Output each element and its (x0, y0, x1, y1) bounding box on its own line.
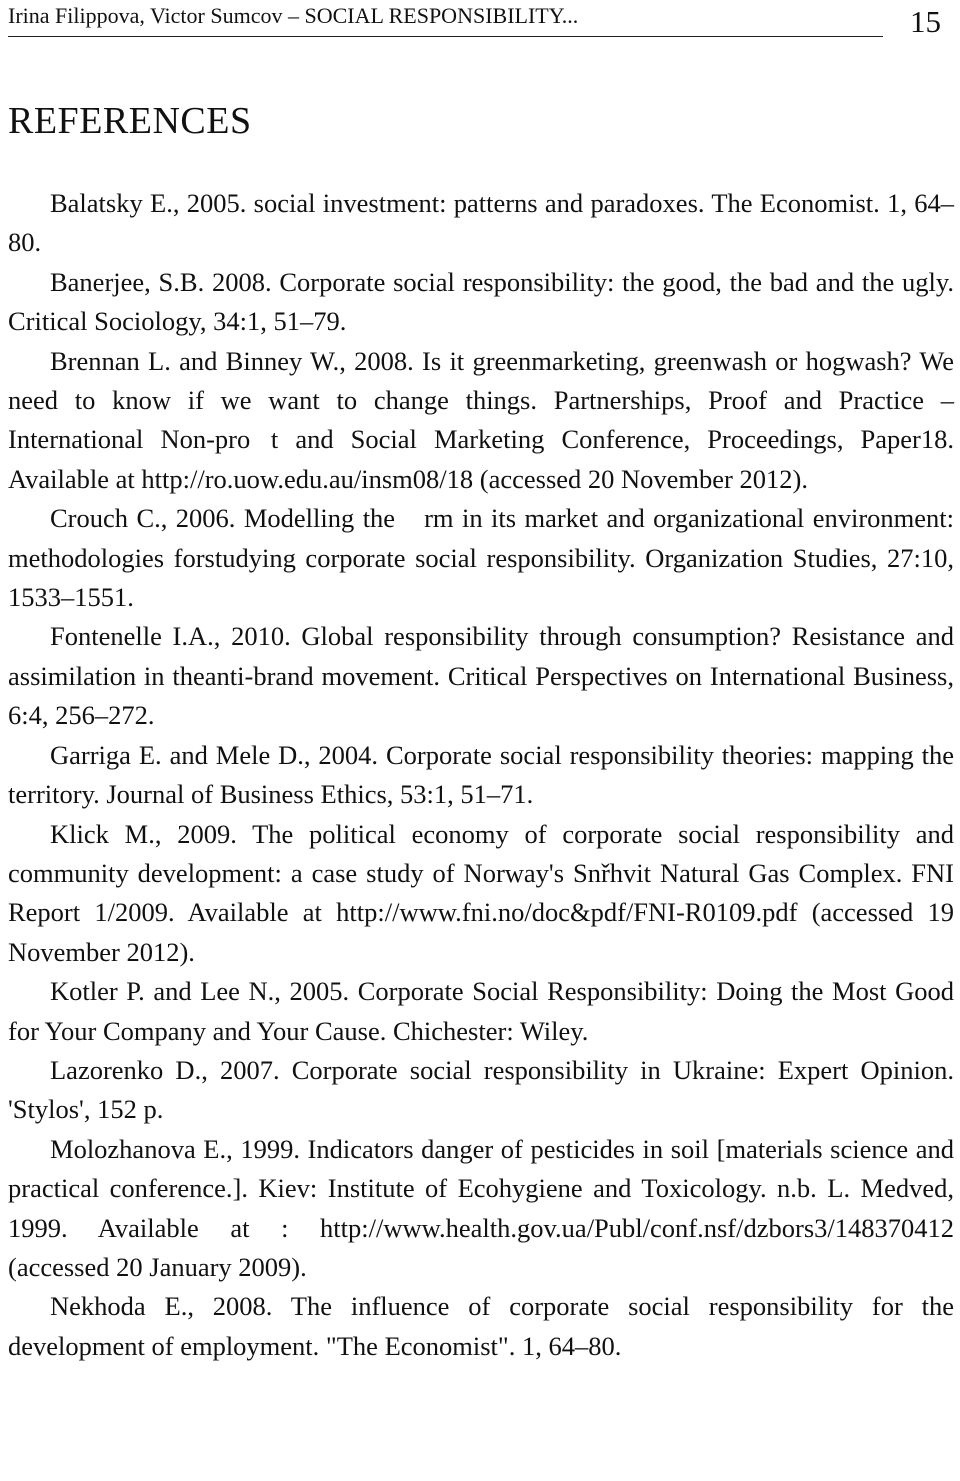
reference-list (8, 184, 954, 1366)
reference-entry: Balatsky E., 2005. social investment: patterns and paradoxes. The Economist. 1, 64–80. (8, 188, 954, 258)
reference-entry: Kotler P. and Lee N., 2005. Corporate Social Responsibility: Doing the Most Good for Your Company and Your Cause. Chichester: Wiley. (8, 976, 954, 1046)
reference-entry: Lazorenko D., 2007. Corporate social responsibility in Ukraine: Expert Opinion. 'Stylos', 152 p. (8, 1054, 954, 1125)
reference-entry: Garriga E. and Mele D., 2004. Corporate social responsibility theories: mapping the territory. Journal of Business Ethics, 53:1, 51–71. (8, 739, 954, 810)
reference-entry: Fontenelle I.A., 2010. Global responsibility through consumption? Resistance and assimilation in theanti-brand movement. Critical Perspectives on International Business, 6:4, 256–272. (8, 621, 954, 731)
reference-entry: Crouch C., 2006. Modelling the  rm in its market and organizational environment: methodologies forstudying corporate social responsibility. Organization Studies, 27:10, 1533–1551. (8, 503, 954, 613)
section-title: REFERENCES (8, 100, 252, 142)
reference-entry: Molozhanova E., 1999. Indicators danger of pesticides in soil [materials science and practical conference.]. Kiev: Institute of Ecohygiene and Toxicology. n.b. L. Medved, 1999. Available at : http://​www.health.gov.ua/Publ/conf.nsf/dzbors3/148370412 (accessed 20 January 2009). (8, 1133, 954, 1282)
reference-entry: Banerjee, S.B. 2008. Corporate social responsibility: the good, the bad and the ugly. Critical Sociology, 34:1, 51–79. (8, 266, 954, 337)
reference-entry: Klick M., 2009. The political economy of corporate social responsibility and community development: a case study of Norway's Snřhvit Natural Gas Complex. FNI Report 1/2009. Available at http://​www.fni.no/doc&pdf/FNI-R0109.pdf (accessed 19 November 2012). (8, 818, 954, 967)
running-title: Irina Filippova, Victor Sumcov – SOCIAL RESPONSIBILITY... (8, 3, 579, 28)
running-header (8, 2, 883, 37)
page-number: 15 (910, 4, 941, 39)
reference-entry: Brennan L. and Binney W., 2008. Is it greenmarketing, greenwash or hogwash? We need to know if we want to change things. Partnerships, Proof and Practice – International Non-pro t and Social Marketing Conference, Proceedings, Paper18. Available at http://ro.uow.​edu.au/insm08/18 (accessed 20 November 2012). (8, 345, 954, 494)
reference-entry: Nekhoda E., 2008. The influence of corporate social responsibility for the development of employment. "The Economist". 1, 64–80. (8, 1291, 954, 1361)
